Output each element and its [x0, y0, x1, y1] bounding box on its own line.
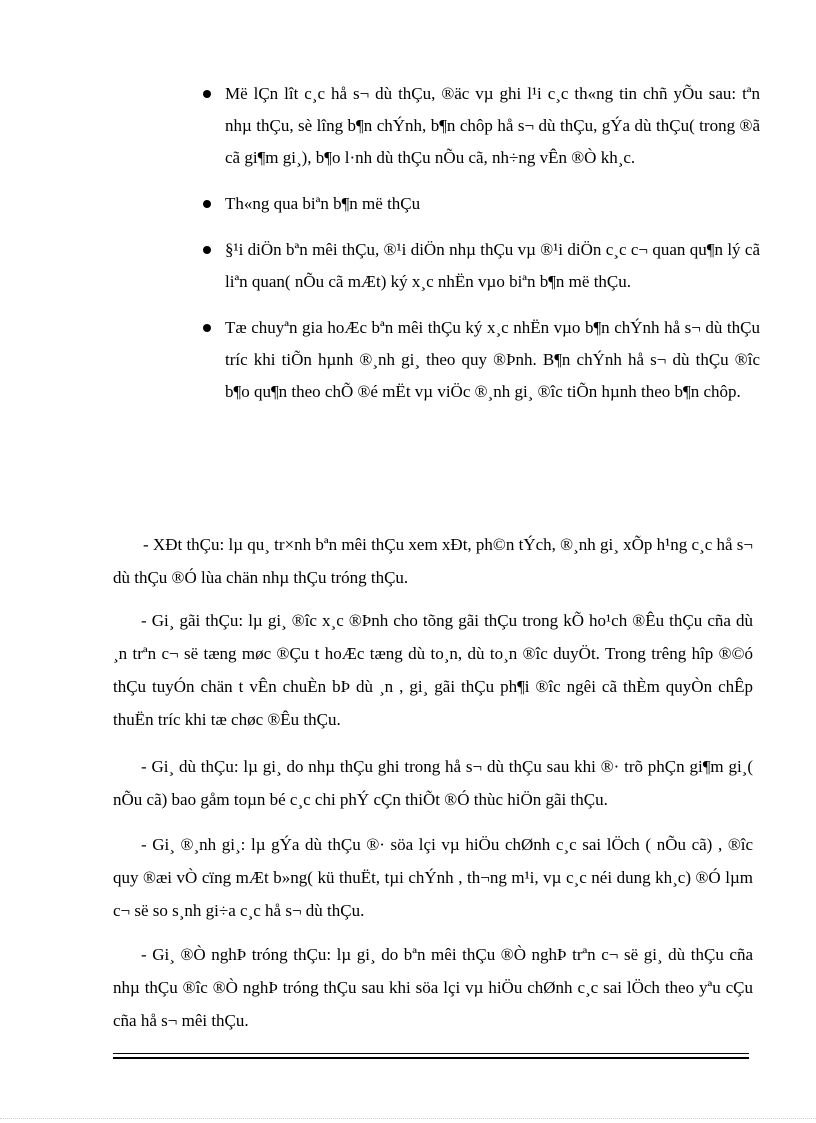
bullet-item [200, 312, 760, 408]
bullet-text: §¹i diÖn bªn mêi thÇu, ®¹i diÖn nhµ thÇu vµ ®¹i diÖn c¸c c¬ quan qu¶n lý cã liªn quan( nÕu cã mÆt) ký x¸c nhËn vµo biªn b¶n më thÇu. [225, 240, 760, 291]
bullet-icon [203, 324, 211, 332]
bullet-item [200, 188, 760, 220]
bullet-icon [203, 90, 211, 98]
paragraph-gia-de-nghi-trung-thau: - Gi¸ ®Ò nghÞ tróng thÇu: lµ gi¸ do bªn mêi thÇu ®Ò nghÞ trªn c¬ së gi¸ dù thÇu cña nhµ thÇu ®îc ®Ò nghÞ tróng thÇu sau khi söa lçi vµ hiÖu chØnh c¸c sai lÖch theo yªu cÇu cña hå s¬ mêi thÇu. [113, 945, 753, 1030]
footer-rule-top [113, 1053, 749, 1054]
footer-rule-bottom [113, 1057, 749, 1059]
bullet-text: Tæ chuyªn gia hoÆc bªn mêi thÇu ký x¸c nhËn vµo b¶n chÝnh hå s¬ dù thÇu tríc khi tiÕn hµnh ®¸nh gi¸ theo quy ®Þnh. B¶n chÝnh hå s¬ dù thÇu ®îc b¶o qu¶n theo chÕ ®é mËt vµ viÖc ®¸nh gi¸ ®îc tiÕn hµnh theo b¶n chôp. [225, 318, 760, 401]
bullet-list [200, 78, 760, 422]
bullet-text: Më lÇn lît c¸c hå s¬ dù thÇu, ®äc vµ ghi l¹i c¸c th«ng tin chñ yÕu sau: tªn nhµ thÇu, sè lîng b¶n chÝnh, b¶n chôp hå s¬ dù thÇu, gÝa dù thÇu( trong ®ã cã gi¶m gi¸), b¶o l·nh dù thÇu nÕu cã, nh÷ng vÊn ®Ò kh¸c. [225, 84, 760, 167]
paragraph-gia-du-thau: - Gi¸ dù thÇu: lµ gi¸ do nhµ thÇu ghi trong hå s¬ dù thÇu sau khi ®· trõ phÇn gi¶m gi¸( nÕu cã) bao gåm toµn bé c¸c chi phÝ cÇn thiÕt ®Ó thùc hiÖn gãi thÇu. [113, 757, 753, 809]
page-edge-divider [0, 1118, 816, 1119]
bullet-icon [203, 246, 211, 254]
paragraph-gia-danh-gia: - Gi¸ ®¸nh gi¸: lµ gÝa dù thÇu ®· söa lçi vµ hiÖu chØnh c¸c sai lÖch ( nÕu cã) , ®îc quy ®æi vÒ cïng mÆt b»ng( kü thuËt, tµi chÝnh , th¬ng m¹i, vµ c¸c néi dung kh¸c) ®Ó lµm c¬ së so s¸nh gi÷a c¸c hå s¬ dù thÇu. [113, 835, 753, 920]
bullet-icon [203, 200, 211, 208]
bullet-text: Th«ng qua biªn b¶n më thÇu [225, 194, 421, 213]
bullet-item [200, 78, 760, 174]
bullet-item [200, 234, 760, 298]
paragraph-xet-thau: - XÐt thÇu: lµ qu¸ tr×nh bªn mêi thÇu xem xÐt, ph©n tÝch, ®¸nh gi¸ xÕp h¹ng c¸c hå s¬ dù thÇu ®Ó lùa chän nhµ thÇu tróng thÇu. [113, 535, 753, 587]
paragraph-gia-goi-thau: - Gi¸ gãi thÇu: lµ gi¸ ®îc x¸c ®Þnh cho tõng gãi thÇu trong kÕ ho¹ch ®Êu thÇu cña dù ¸n trªn c¬ së tæng møc ®Çu t hoÆc tæng dù to¸n, dù to¸n ®îc duyÖt. Trong trêng hîp ®©ó thÇu tuyÓn chän t vÊn chuÈn bÞ dù ¸n , gi¸ gãi thÇu ph¶i ®îc ngêi cã thÈm quyÒn chÊp thuËn tríc khi tæ chøc ®Êu thÇu. [113, 611, 753, 729]
